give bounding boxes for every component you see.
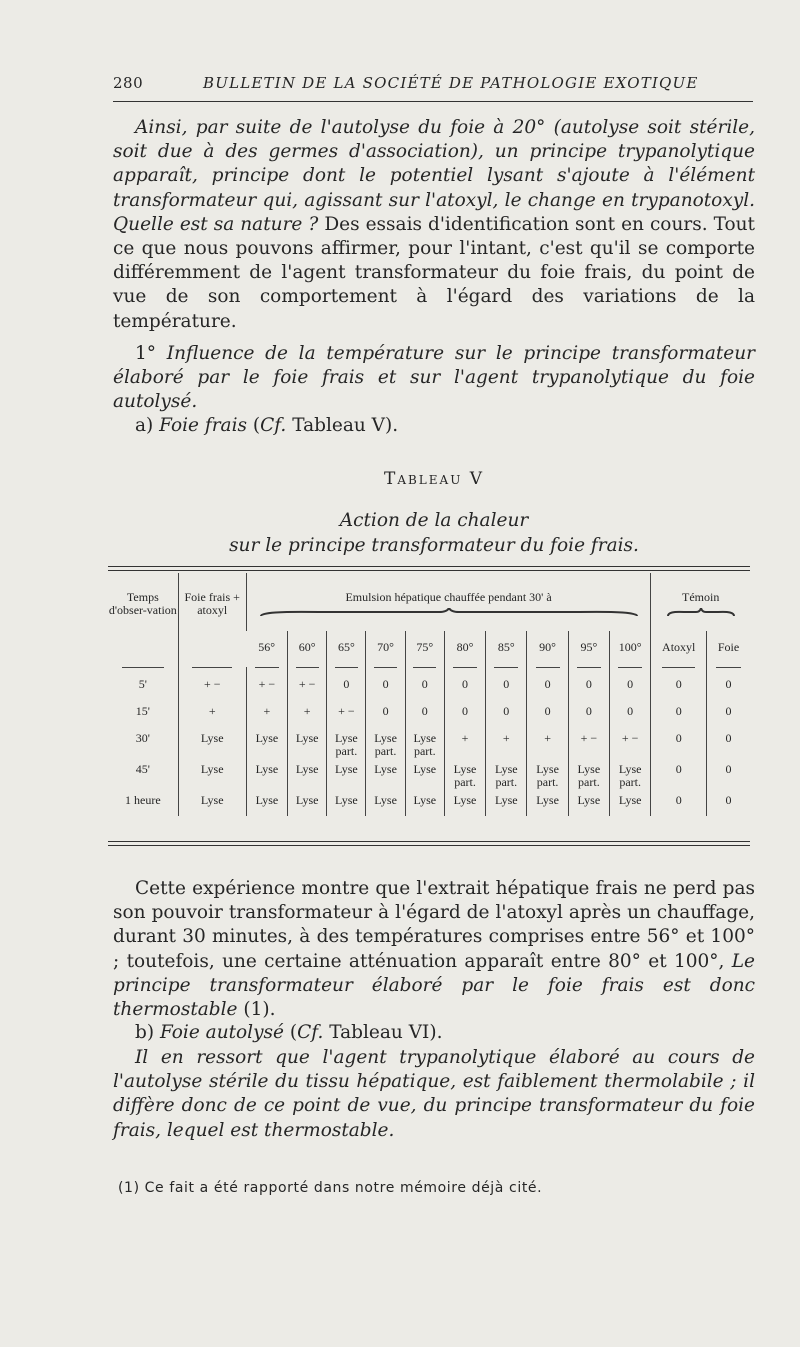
para6-italic: Il en ressort que l'agent trypanolytique élaboré au cours de l'autolyse stérile du tissu hépatique, est faiblement thermolabile ; il diffère donc de ce point de vue, du principe transformateur du foie frais, lequel est thermostable.	[113, 1047, 755, 1141]
paragraph-influence	[113, 342, 755, 415]
table-cell: 0	[486, 673, 527, 700]
table-cell: Lyse	[610, 789, 651, 816]
col-header-temp: 90°	[527, 631, 568, 667]
para3-italic: Foie frais	[159, 415, 247, 436]
table-cell: 0	[444, 673, 485, 700]
table-cell: +	[178, 700, 246, 727]
table-subtitle-1: Action de la chaleur	[339, 510, 529, 531]
table-cell: 0	[568, 673, 609, 700]
table-cell: 0	[444, 700, 485, 727]
col-header-temp: 85°	[486, 631, 527, 667]
table-cell: 0	[707, 727, 750, 758]
brace-icon	[666, 608, 736, 618]
table-cell: + −	[568, 727, 609, 758]
table-cell: 0	[405, 700, 444, 727]
col-header-temp: 100°	[610, 631, 651, 667]
table-cell: 0	[610, 673, 651, 700]
table-cell: Lyse	[327, 789, 366, 816]
table-cell: + −	[178, 673, 246, 700]
para1-roman: Des essais d'identification sont en cours. Tout ce que nous pouvons affirmer, pour l'intant, c'est qu'il se comporte différemment de l'agent transformateur du foie frais, du point de vue de son comportement à l'égard des variations de la température.	[113, 213, 755, 332]
table-cell: Lyse	[246, 727, 287, 758]
paragraph-foie-autolyse	[113, 1021, 755, 1045]
table-cell: 0	[366, 673, 405, 700]
table-cell: 0	[651, 789, 707, 816]
table-row	[108, 758, 750, 789]
para4-note: (1).	[237, 999, 276, 1021]
col-header-temp: 65°	[327, 631, 366, 667]
col-header-temp: 56°	[258, 640, 276, 654]
table-cell: 0	[405, 673, 444, 700]
table-cell: Lyse	[246, 758, 287, 789]
table-cell: Lyse	[568, 789, 609, 816]
table-cell: + −	[288, 673, 327, 700]
table-cell: 0	[610, 700, 651, 727]
table-cell: Lyse part.	[444, 758, 485, 789]
table-v	[108, 566, 750, 846]
table-cell: + −	[327, 700, 366, 727]
table-cell: Lyse part.	[527, 758, 568, 789]
table-subtitle-2: sur le principe transformateur du foie frais.	[229, 535, 639, 556]
separator-dash	[192, 667, 232, 668]
table-cell: +	[527, 727, 568, 758]
separator-dash	[122, 667, 164, 668]
group-header-temoin	[651, 573, 750, 631]
separator-dash	[618, 667, 642, 668]
para3-open: (	[246, 415, 261, 436]
separator-dash	[255, 667, 279, 668]
table-cell: 0	[651, 758, 707, 789]
separator-dash	[296, 667, 319, 668]
table-cell: 15'	[135, 704, 150, 718]
separator-dash	[577, 667, 601, 668]
para1-italic: Ainsi, par suite de l'autolyse du foie à 20° (autolyse soit stérile, soit due à des germes d'association), un principe trypanolytique apparaît, principe dont le potentiel lysant s'ajoute à l'élément transformateur qui, agissant sur l'atoxyl, le change en trypanotoxyl. Quelle est sa nature ?	[113, 117, 755, 235]
col-header-time: Temps d'obser-vation	[108, 590, 177, 617]
para2-italic: Influence de la température sur le principe transformateur élaboré par le foie frais et sur l'agent trypanolytique du foie autolysé.	[113, 343, 755, 413]
table-cell: Lyse part.	[610, 758, 651, 789]
table-cell: 5'	[138, 677, 147, 691]
para3-close: Tableau V).	[286, 415, 399, 436]
para5-cf: Cf.	[297, 1022, 324, 1043]
table-cell: 0	[527, 673, 568, 700]
separator-dash	[374, 667, 397, 668]
table-cell: 0	[707, 789, 750, 816]
table-cell: +	[444, 727, 485, 758]
table-row	[108, 700, 750, 727]
table-cell: +	[288, 700, 327, 727]
para2-prefix: 1°	[135, 343, 167, 364]
para5-italic: Foie autolysé	[159, 1022, 284, 1043]
table-title: Tableau V	[383, 469, 484, 489]
table-cell: Lyse	[405, 758, 444, 789]
table-cell: 0	[707, 758, 750, 789]
table-cell: Lyse	[288, 758, 327, 789]
table-cell: +	[486, 727, 527, 758]
separator-dash	[335, 667, 358, 668]
table-cell: Lyse part.	[405, 727, 444, 758]
group-temoin-label: Témoin	[682, 590, 720, 604]
group-emulsion-label: Emulsion hépatique chauffée pendant 30' à	[345, 590, 552, 604]
journal-title: BULLETIN DE LA SOCIÉTÉ DE PATHOLOGIE EXOTIQUE	[203, 74, 699, 92]
table-cell: 0	[651, 727, 707, 758]
para4-roman: Cette expérience montre que l'extrait hépatique frais ne perd pas son pouvoir transformateur à l'égard de l'atoxyl après un chauffage, durant 30 minutes, à des températures comprises entre 56° et 100° ; toutefois, une certaine atténuation apparaît entre 80° et 100°,	[113, 878, 755, 972]
paragraph-ainsi	[113, 116, 755, 334]
header-rule	[113, 101, 753, 102]
table-cell: 0	[568, 700, 609, 727]
page-number: 280	[113, 74, 144, 92]
para5-close: Tableau VI).	[323, 1022, 443, 1043]
table-cell: 45'	[135, 762, 150, 776]
para4-italic: Le principe transformateur élaboré par le foie frais est donc thermostable	[113, 950, 755, 1021]
separator-dash	[662, 667, 695, 668]
brace-icon	[259, 608, 639, 618]
table-cell: +	[246, 700, 287, 727]
footnote: (1) Ce fait a été rapporté dans notre mémoire déjà cité.	[118, 1180, 543, 1196]
table-cell: 0	[486, 700, 527, 727]
table-cell: 0	[707, 673, 750, 700]
table-row	[108, 727, 750, 758]
table-cell: Lyse	[486, 789, 527, 816]
para3-cf: Cf.	[260, 415, 287, 436]
table-cell: 0	[366, 700, 405, 727]
data-table	[108, 573, 750, 816]
table-cell: Lyse part.	[486, 758, 527, 789]
table-cell: 30'	[135, 731, 150, 745]
table-cell: 0	[651, 673, 707, 700]
para3-prefix: a)	[135, 415, 160, 436]
table-cell: Lyse part.	[366, 727, 405, 758]
table-cell: Lyse	[366, 758, 405, 789]
table-cell: Lyse	[288, 789, 327, 816]
table-cell: 0	[527, 700, 568, 727]
table-cell: Lyse	[178, 789, 246, 816]
table-cell: Lyse	[246, 789, 287, 816]
table-cell: Lyse part.	[327, 727, 366, 758]
group-header-emulsion	[246, 573, 651, 631]
table-cell: Lyse	[444, 789, 485, 816]
paragraph-cette-experience	[113, 877, 755, 1022]
para5-prefix: b)	[135, 1022, 160, 1043]
table-cell: Lyse	[366, 789, 405, 816]
col-header-temp: 80°	[444, 631, 485, 667]
table-cell: Lyse	[405, 789, 444, 816]
para5-open: (	[284, 1022, 298, 1043]
paragraph-foie-frais	[113, 414, 755, 438]
table-body	[108, 667, 750, 816]
col-header-foie-temoin: Foie	[707, 631, 750, 667]
paragraph-il-en-ressort	[113, 1046, 755, 1143]
separator-dash	[494, 667, 518, 668]
table-cell: 1 heure	[125, 793, 161, 807]
table-cell: Lyse	[527, 789, 568, 816]
table-row	[108, 673, 750, 700]
col-header-temp: 95°	[568, 631, 609, 667]
table-row	[108, 789, 750, 816]
table-cell: 0	[707, 700, 750, 727]
table-cell: 0	[651, 700, 707, 727]
table-cell: + −	[246, 673, 287, 700]
table-cell: Lyse	[178, 758, 246, 789]
separator-dash	[453, 667, 477, 668]
separator-dash	[536, 667, 560, 668]
col-header-foie: Foie frais + atoxyl	[178, 573, 246, 667]
col-header-temp: 60°	[288, 631, 327, 667]
table-cell: Lyse	[327, 758, 366, 789]
separator-dash	[413, 667, 436, 668]
table-cell: + −	[610, 727, 651, 758]
col-header-temp: 70°	[366, 631, 405, 667]
separator-dash	[716, 667, 742, 668]
table-cell: Lyse part.	[568, 758, 609, 789]
table-cell: Lyse	[178, 727, 246, 758]
col-header-atoxyl: Atoxyl	[651, 631, 707, 667]
table-cell: Lyse	[288, 727, 327, 758]
col-header-temp: 75°	[405, 631, 444, 667]
table-cell: 0	[327, 673, 366, 700]
